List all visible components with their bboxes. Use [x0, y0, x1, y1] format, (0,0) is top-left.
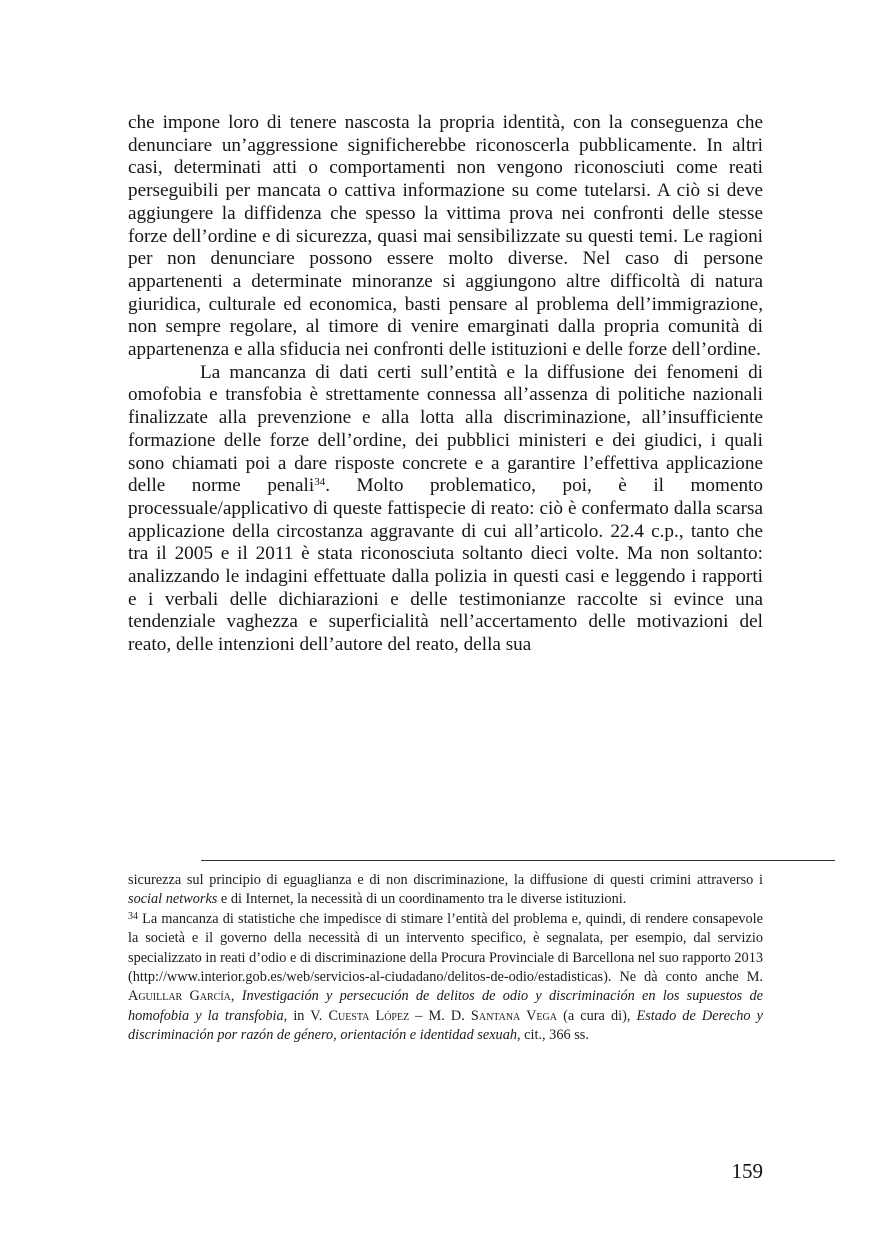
footnote-separator [201, 860, 835, 861]
footnote-34-text: La mancanza di statistiche che impedisce di stimare l’entità del problema e, quindi, di rendere consapevole la società e il governo della necessità di un intervento specifico, è segnalata, per esempio, dal servizio specializzato in reati d’odio e di discriminazione della Procura Provinciale di Barcellona nel suo rapporto 2013 (http://www.interior.gob.es/web/servicios-al-ciudadano/delitos-de-odio/estadisticas). [128, 910, 763, 986]
footnote-34-sep: , [230, 988, 242, 1005]
footnote-34-ref-prefix: Ne dà conto anche M. [611, 969, 763, 986]
footnote-34-author-1: Aguillar García [128, 988, 231, 1005]
footnote-34-in: , in V. [283, 1007, 329, 1024]
paragraph-2-part-1: La mancanza di dati certi sull’entità e la diffusione dei fenomeni di omofobia e transfobia è strettamente connessa all’assenza di politiche nazionali finalizzate alla prevenzione e alla lotta alla discriminazione, all’insufficiente formazione delle forze dell’ordine, dei pubblici ministeri e dei giudici, i quali sono chiamati poi a dare risposte concrete e a garantire l’effettiva applicazione delle norme penali [128, 361, 763, 497]
footnote-continued-text-1: sicurezza sul principio di eguaglianza e di non discriminazione, la diffusione di questi crimini attraverso i [128, 872, 763, 888]
paragraph-2-part-2: . Molto problematico, poi, è il momento processuale/applicativo di queste fattispecie di reato: ciò è confermato dalla scarsa applicazione della circostanza aggravante di cui all’articolo. 22.4 c.p., tanto che tra il 2005 e il 2011 è stata riconosciuta soltanto dieci volte. Ma non soltanto: analizzando le indagini effettuate dalla polizia in questi casi e leggendo i rapporti e i verbali delle dichiarazioni e delle testimonianze raccolte si evince una tendenziale vaghezza e superficialità nell’accertamento delle motivazioni del reato, delle intenzioni dell’autore del reato, della sua [128, 475, 763, 656]
footnote-34-title-1: Investigación y persecución de delitos de odio y discriminación en los supuestos de homofobia y la transfobia [128, 988, 763, 1024]
footnotes [128, 871, 763, 1046]
paragraph-2 [128, 362, 763, 657]
paragraph-1: che impone loro di tenere nascosta la propria identità, con la conseguenza che denunciare un’aggressione significherebbe riconoscerla pubblicamente. In altri casi, determinati atti o comportamenti non vengono riconosciuti come reati perseguibili per mancata o cattiva informazione su come tutelarsi. A ciò si deve aggiungere la diffidenza che spesso la vittima prova nei confronti delle stesse forze dell’ordine e di sicurezza, quasi mai sensibilizzate su questi temi. Le ragioni per non denunciare possono essere molto diverse. Nel caso di persone appartenenti a determinate minoranze si aggiungono altre difficoltà di natura giuridica, culturale ed economica, basti pensare al problema dell’immigrazione, non sempre regolare, al timore di venire emarginati dalla propria comunità di appartenenza e alla sfiducia nei confronti delle istituzioni e delle forze dell’ordine. [128, 112, 763, 361]
footnote-34-curatela: (a cura di), [556, 1007, 637, 1024]
footnote-34-citation-end: , cit., 366 ss. [517, 1027, 589, 1044]
footnote-34-dash: – M. D. [409, 1007, 471, 1024]
body-text [128, 112, 763, 657]
footnote-continued-text-2: e di Internet, la necessità di un coordinamento tra le diverse istituzioni. [217, 891, 627, 908]
footnote-continued-italic: social networks [128, 891, 218, 908]
footnote-34-author-2: Cuesta López [328, 1007, 410, 1024]
footnote-34 [128, 910, 763, 1046]
footnote-34-author-3: Santana Vega [470, 1007, 557, 1024]
page-number: 159 [731, 1159, 763, 1183]
footnote-continued [128, 871, 763, 910]
footnote-34-number: 34 [128, 910, 138, 922]
footnote-reference-34[interactable]: 34 [314, 476, 326, 489]
footnote-34-title-2: Estado de Derecho y discriminación por razón de género, orientación e identidad sexuah [128, 1007, 764, 1044]
